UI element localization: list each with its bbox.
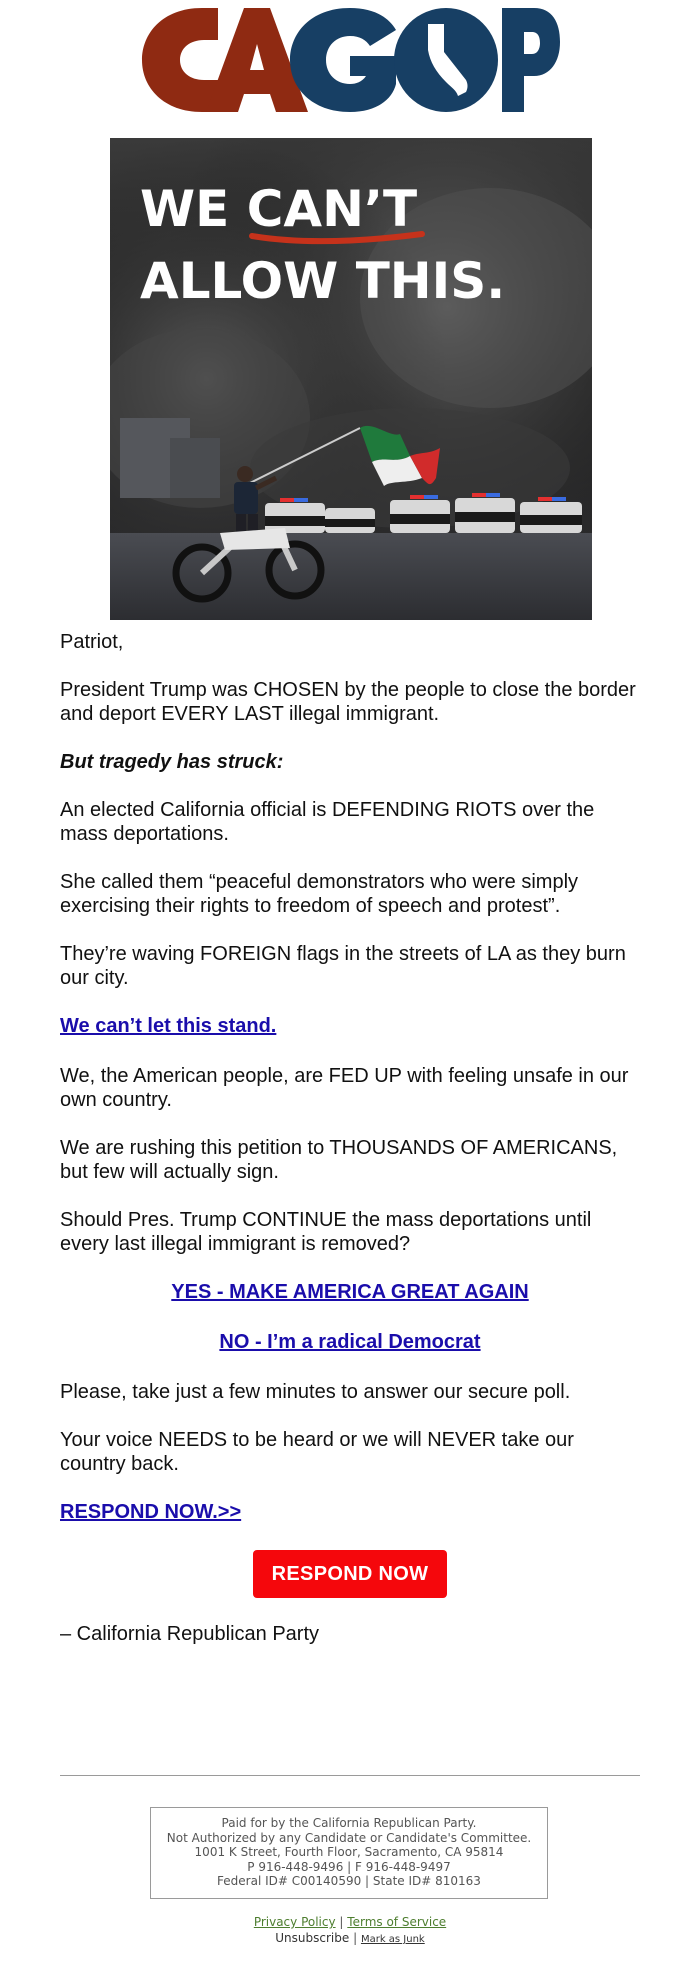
signoff: – California Republican Party <box>60 1623 320 1645</box>
link-separator: | <box>353 1931 358 1945</box>
paragraph-question: Should Pres. Trump CONTINUE the mass deportations until every last illegal immigrant is removed? <box>60 1209 592 1255</box>
paragraph-tragedy: But tragedy has struck: <box>60 751 284 773</box>
no-democrat-link[interactable]: NO - I’m a radical Democrat <box>219 1331 481 1353</box>
respond-now-link[interactable]: RESPOND NOW.>> <box>60 1501 242 1523</box>
respond-link-row <box>60 1500 640 1526</box>
disclaimer-line: 1001 K Street, Fourth Floor, Sacramento, CA 95814 <box>194 1845 504 1859</box>
paragraph-voice: Your voice NEEDS to be heard or we will NEVER take our country back. <box>60 1429 574 1475</box>
paragraph-chosen: President Trump was CHOSEN by the people to close the border and deport EVERY LAST illegal immigrant. <box>60 679 636 725</box>
policy-links-row <box>0 1914 700 1930</box>
yes-maga-link[interactable]: YES - MAKE AMERICA GREAT AGAIN <box>171 1281 529 1303</box>
disclaimer-line: Paid for by the California Republican Party. <box>221 1816 477 1830</box>
terms-of-service-link[interactable]: Terms of Service <box>347 1915 447 1929</box>
greeting: Patriot, <box>60 631 124 653</box>
footer-links <box>0 1914 700 1948</box>
footer-divider <box>60 1775 640 1776</box>
hero-headline-line2: ALLOW THIS. <box>140 252 506 310</box>
paragraph-fed-up: We, the American people, are FED UP with feeling unsafe in our own country. <box>60 1065 629 1111</box>
paragraph-defending-riots: An elected California official is DEFENDING RIOTS over the mass deportations. <box>60 799 595 845</box>
unsubscribe-row <box>0 1930 700 1948</box>
cant-let-this-stand-link[interactable]: We can’t let this stand. <box>60 1015 277 1037</box>
hero-photo-graphic <box>110 138 592 620</box>
disclaimer-line: Federal ID# C00140590 | State ID# 810163 <box>217 1874 481 1888</box>
disclaimer-line: Not Authorized by any Candidate or Candidate's Committee. <box>166 1830 532 1845</box>
paragraph-quote: She called them “peaceful demonstrators who were simply exercising their rights to freedom of speech and protest”. <box>60 871 579 917</box>
privacy-policy-link[interactable]: Privacy Policy <box>253 1915 336 1929</box>
paragraph-secure-poll: Please, take just a few minutes to answer our secure poll. <box>60 1381 571 1403</box>
hero-headline-line1: WE CAN’T <box>140 180 418 238</box>
paragraph-petition: We are rushing this petition to THOUSANDS OF AMERICANS, but few will actually sign. <box>60 1137 618 1183</box>
mark-as-junk-link[interactable]: Mark as Junk <box>360 1934 425 1945</box>
hero-image[interactable] <box>110 138 592 620</box>
paragraph-foreign-flags: They’re waving FOREIGN flags in the streets of LA as they burn our city. <box>60 943 626 989</box>
cagop-logo <box>0 0 700 125</box>
respond-now-button[interactable]: RESPOND NOW <box>253 1550 447 1598</box>
unsubscribe-link[interactable]: Unsubscribe <box>275 1931 350 1945</box>
no-link-row <box>60 1330 640 1356</box>
respond-button-row <box>60 1550 640 1598</box>
email-body <box>60 630 640 1670</box>
stand-link-row <box>60 1014 640 1040</box>
paid-for-disclaimer <box>150 1807 548 1899</box>
cagop-logo-graphic <box>140 0 560 120</box>
link-separator: | <box>339 1915 344 1929</box>
yes-link-row <box>60 1280 640 1306</box>
disclaimer-line: P 916-448-9496 | F 916-448-9497 <box>247 1859 451 1874</box>
